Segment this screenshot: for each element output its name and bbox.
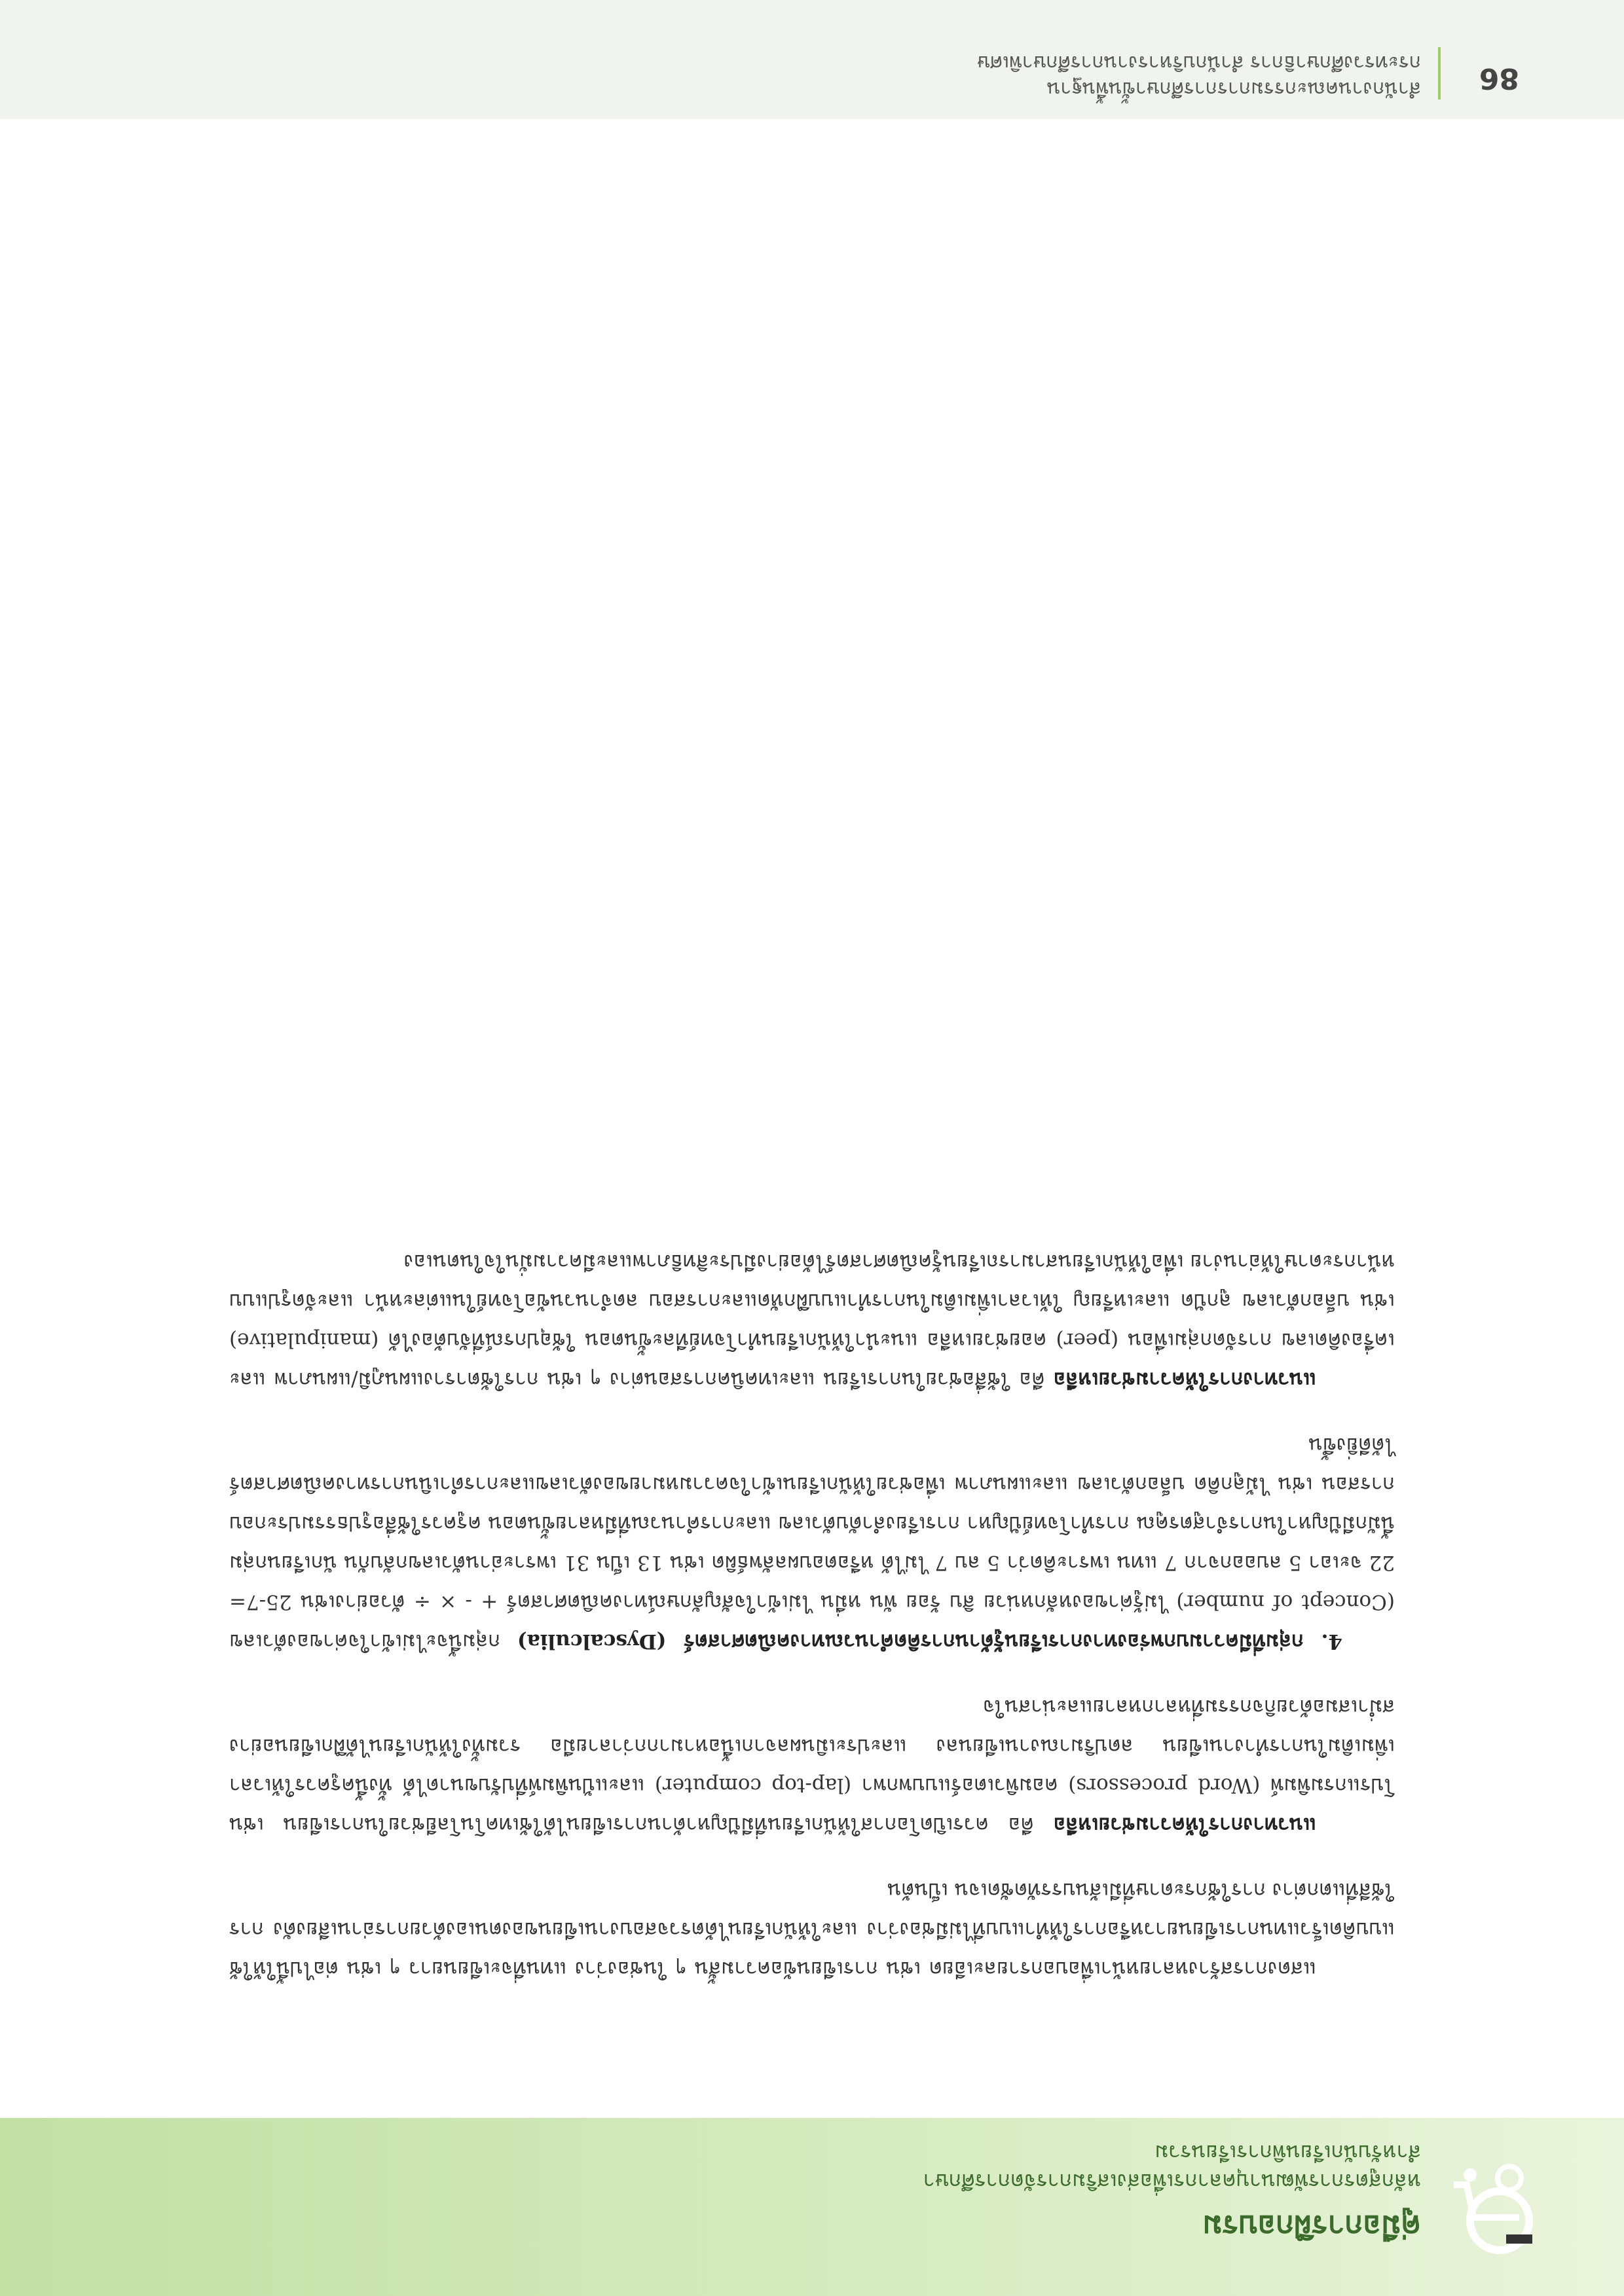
header-subtitle-1: หลักสูตรการพัฒนาบุคลากรเพื่อส่งเสริมการจัดการศึกษา xyxy=(923,2169,1421,2194)
paragraph-5-heading: แนวทางการให้ความช่วยเหลือ xyxy=(1053,1368,1316,1391)
footer-org-line-1: สำนักงานคณะกรรมการการศึกษาขั้นพื้นฐาน xyxy=(1046,77,1421,100)
paragraph-1: แสดงการสร้างหลายหน้าเพื่อบอกรายละเอียด เช่น การเขียนข้อความสั้น ๆ ในช่องว่าง แทนที่จะเขียนยาว ๆ เช่น ต่อไปนี้ให้ใช้แบบคิดเร็วแทนการเขียนยาวหรือการให้ทำแบบที่ไม่มีช่องว่าง และให้นักเรียนได้ตรวจสอบงานเขียนของตนเองด้วยการอ่านเสียงดัง การใช้สีที่แตกต่าง การใช้กระดาษที่มีเส้นบรรทัดชัดเจน เป็นต้น xyxy=(229,1878,1395,1980)
paragraph-5 xyxy=(229,1242,1395,1399)
section-4-text: กลุ่มนี้จะไม่เข้าใจค่าของตัวเลข (Concept of number) ไม่รู้ค่าของหลักหน่วย สิบ ร้อย พัน หมื่น ไม่เข้าใจสัญลักษณ์ทางคณิตศาสตร์ + - × ÷ ตัวอย่างเช่น 25-7= 22 จะเอา 5 ลบออกจาก 7 แทน เพราะคิดว่า 5 ลบ 7 ไม่ได้ หรือตอบผลลัพธ์ผิด เช่น 13 เป็น 31 เพราะอ่านตัวเลขกลับกัน นักเรียนกลุ่มนี้มักมีปัญหาในการจำสูตรคูณ การทำโจทย์ปัญหา การเรียงลำดับตัวเลข และการคำนวณที่มีหลายขั้นตอน ครูควรใช้สื่อรูปธรรมประกอบการสอน เช่น ไม้ลูกคิด บล็อกตัวเลข และแผนภาพ เพื่อช่วยให้นักเรียนเข้าใจความหมายของตัวเลขและการดำเนินการทางคณิตศาสตร์ได้ดียิ่งขึ้น xyxy=(229,1433,1395,1653)
body-content xyxy=(229,1216,1395,1988)
footer-org xyxy=(635,49,1421,101)
header-subtitle-2: สำหรับนักเรียนพิการเรียนรวม xyxy=(1154,2140,1421,2165)
section-4 xyxy=(229,1425,1395,1661)
footer-org-line-2: กระทรวงศึกษาธิการ สำนักบริหารงานการศึกษาพิเศษ xyxy=(976,51,1421,74)
page-number: 86 xyxy=(1479,62,1519,95)
paragraph-2-text: คือ ควรเปิดโอกาสให้นักเรียนที่มีปัญหาด้านการเขียนได้ใช้เทคโนโลยีช่วยในการเขียน เช่น โปรแกรมพิมพ์ (Word processors) คอมพิวเตอร์แบบพกพา (lap-top computer) และแป้นพิมพ์ที่ปรับขนาดได้ ทั้งนี้ครูควรให้เวลาเพิ่มเติมในการทำงานเขียน ลดปริมาณงานเขียนลง และประเมินผลจากเนื้อหามากกว่าลายมือ รวมทั้งให้นักเรียนได้ฝึกเขียนอย่างสม่ำเสมอด้วยกิจกรรมที่หลากหลายและน่าสนใจ xyxy=(229,1695,1395,1836)
paragraph-2 xyxy=(229,1687,1395,1844)
section-4-heading: 4. กลุ่มที่มีความบกพร่องทางการเรียนรู้ด้านการคิดคำนวณทางคณิตศาสตร์ (Dyscalculia) xyxy=(517,1630,1342,1653)
header-text xyxy=(439,2138,1421,2250)
footer-divider xyxy=(1438,47,1441,100)
wheelchair-icon xyxy=(1441,2159,1545,2257)
header-title: คู่มือการฝึกอบรม xyxy=(1202,2209,1421,2244)
paragraph-5-text: คือ ใช้สื่อช่วยในการเรียน และเทคนิคการสอนต่าง ๆ เช่น การใช้ตารางแผนภูมิ/แผนภาพ และเครื่องคิดเลข การจัดกลุ่มเพื่อน (peer) คอยช่วยเหลือ แนะนำให้นักเรียนทำโจทย์ทีละขั้นตอน ใช้อุปกรณ์ที่จับต้องได้ (manipulative) เช่น บล็อกตัวเลข ลูกปัด และเหรียญ ให้เวลาเพิ่มเติมในการทำแบบฝึกหัดและการสอบ ลดจำนวนข้อโจทย์ในแต่ละหน้า และจัดรูปแบบหน้ากระดาษให้อ่านง่าย เพื่อให้นักเรียนสามารถเรียนรู้คณิตศาสตร์ได้อย่างมีประสิทธิภาพและมีความมั่นใจในตนเอง xyxy=(229,1250,1395,1391)
paragraph-2-heading: แนวทางการให้ความช่วยเหลือ xyxy=(1053,1813,1316,1836)
